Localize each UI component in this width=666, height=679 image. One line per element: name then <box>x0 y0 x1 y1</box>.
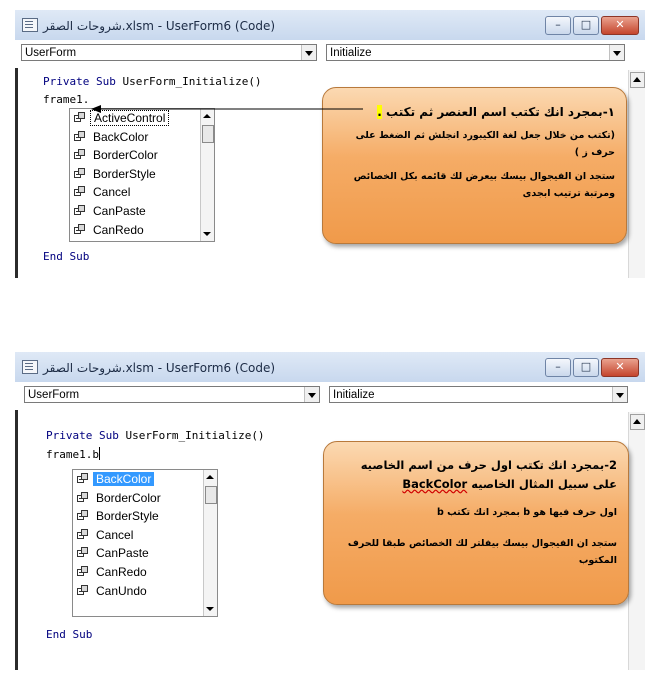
list-item[interactable] <box>73 489 203 508</box>
list-item-label: CanRedo <box>93 222 144 237</box>
list-item-label: BorderColor <box>93 148 158 163</box>
minimize-button[interactable]: – <box>545 16 571 35</box>
property-icon <box>77 585 88 596</box>
close-button[interactable]: ✕ <box>601 358 639 377</box>
callout-line-1: ١-بمجرد انك تكتب اسم العنصر ثم تكتب . <box>377 105 615 119</box>
list-item[interactable] <box>73 470 203 489</box>
dropdown-arrow-icon[interactable] <box>612 387 627 402</box>
window-title: شروحات الصقر.xlsm - UserForm6 (Code) <box>43 361 276 375</box>
procedure-combo[interactable] <box>326 44 625 61</box>
callout-line-1: 2-بمجرد انك تكتب اول حرف من اسم الخاصيه <box>360 458 617 472</box>
autocomplete-list[interactable] <box>69 108 215 242</box>
editor-scrollbar[interactable] <box>628 412 645 670</box>
property-icon <box>77 529 88 540</box>
property-icon <box>77 566 88 577</box>
property-icon <box>74 112 85 123</box>
object-combo[interactable] <box>21 44 317 61</box>
property-icon <box>74 224 85 235</box>
code-line-typing: frame1. <box>43 93 90 106</box>
list-item-label: BorderColor <box>96 490 161 505</box>
object-combo-value: UserForm <box>28 389 80 401</box>
list-item[interactable] <box>70 221 200 240</box>
list-item-label: BorderStyle <box>96 509 159 524</box>
explanation-callout-2 <box>323 441 629 605</box>
callout-line-2: على سبيل المثال الخاصيه BackColor <box>402 477 617 491</box>
procedure-combo-value: Initialize <box>333 389 375 401</box>
list-item-label: CanUndo <box>96 583 147 598</box>
combo-toolbar <box>15 382 645 411</box>
restore-button[interactable]: □ <box>573 358 599 377</box>
list-item[interactable] <box>73 526 203 545</box>
list-item[interactable] <box>70 183 200 202</box>
list-item[interactable] <box>73 544 203 563</box>
callout-line-2: (تكتب من خلال جعل لغة الكيبورد انجلش ثم الضغط على حرف ز ) <box>355 130 615 158</box>
minimize-button[interactable]: – <box>545 358 571 377</box>
callout-line-3: ستجد ان الفيجوال بيسك بيعرض لك قائمه بكل الخصائص ومرتبة ترتيب ابجدى <box>353 171 615 199</box>
property-icon <box>77 510 88 521</box>
list-item-label: ActiveControl <box>90 110 169 126</box>
title-bar <box>15 352 645 383</box>
property-icon <box>74 186 85 197</box>
dropdown-arrow-icon[interactable] <box>609 45 624 60</box>
scroll-up-icon[interactable] <box>206 475 214 479</box>
list-item-label: BackColor <box>93 129 149 144</box>
callout-line-3: اول حرف فيها هو b بمجرد انك تكتب b <box>436 507 617 518</box>
scroll-thumb[interactable] <box>202 125 214 143</box>
autocomplete-list[interactable] <box>72 469 218 617</box>
list-item[interactable] <box>70 146 200 165</box>
property-icon <box>77 547 88 558</box>
code-line-typing: frame1.b <box>46 448 99 461</box>
list-item-label: BackColor <box>93 472 154 486</box>
window-title: شروحات الصقر.xlsm - UserForm6 (Code) <box>43 19 276 33</box>
property-icon <box>74 205 85 216</box>
list-item-label: Cancel <box>96 527 134 542</box>
property-icon <box>77 473 88 484</box>
object-combo[interactable] <box>24 386 320 403</box>
title-bar <box>15 10 645 41</box>
property-icon <box>74 131 85 142</box>
dropdown-arrow-icon[interactable] <box>304 387 319 402</box>
list-item-label: BorderStyle <box>93 166 156 181</box>
dropdown-arrow-icon[interactable] <box>301 45 316 60</box>
list-scrollbar[interactable] <box>200 109 214 241</box>
scroll-down-icon[interactable] <box>203 232 211 236</box>
list-item-label: CanPaste <box>93 203 146 218</box>
list-scrollbar[interactable] <box>203 470 217 616</box>
list-item-label: CanPaste <box>96 546 149 561</box>
close-button[interactable]: ✕ <box>601 16 639 35</box>
code-line-sub: Private Sub UserForm_Initialize() <box>43 75 262 88</box>
list-item[interactable] <box>73 582 203 601</box>
list-item[interactable] <box>73 563 203 582</box>
property-icon <box>74 168 85 179</box>
scroll-up-icon[interactable] <box>630 414 645 430</box>
restore-button[interactable]: □ <box>573 16 599 35</box>
procedure-combo-value: Initialize <box>330 47 372 59</box>
list-item[interactable] <box>73 507 203 526</box>
code-line-end: End Sub <box>46 628 93 641</box>
code-window-2 <box>15 352 645 670</box>
arrow-pointer-icon <box>91 100 371 120</box>
callout-line-4: ستجد ان الفيجوال بيسك بيفلتر لك الخصائص طبقا للحرف المكتوب <box>347 538 617 566</box>
scroll-thumb[interactable] <box>205 486 217 504</box>
property-icon <box>74 149 85 160</box>
code-line-end: End Sub <box>43 250 90 263</box>
list-item-label: CanRedo <box>96 564 147 579</box>
scroll-up-icon[interactable] <box>630 72 645 88</box>
code-line-sub: Private Sub UserForm_Initialize() <box>46 429 265 442</box>
app-code-icon <box>22 360 38 374</box>
list-item[interactable] <box>70 128 200 147</box>
editor-scrollbar[interactable] <box>628 70 645 278</box>
combo-toolbar <box>15 40 645 69</box>
text-caret <box>99 447 100 460</box>
scroll-down-icon[interactable] <box>206 607 214 611</box>
list-item[interactable] <box>70 165 200 184</box>
code-window-1 <box>15 10 645 278</box>
object-combo-value: UserForm <box>25 47 77 59</box>
procedure-combo[interactable] <box>329 386 628 403</box>
app-code-icon <box>22 18 38 32</box>
list-item[interactable] <box>70 202 200 221</box>
list-item-label: Cancel <box>93 185 131 200</box>
property-icon <box>77 492 88 503</box>
